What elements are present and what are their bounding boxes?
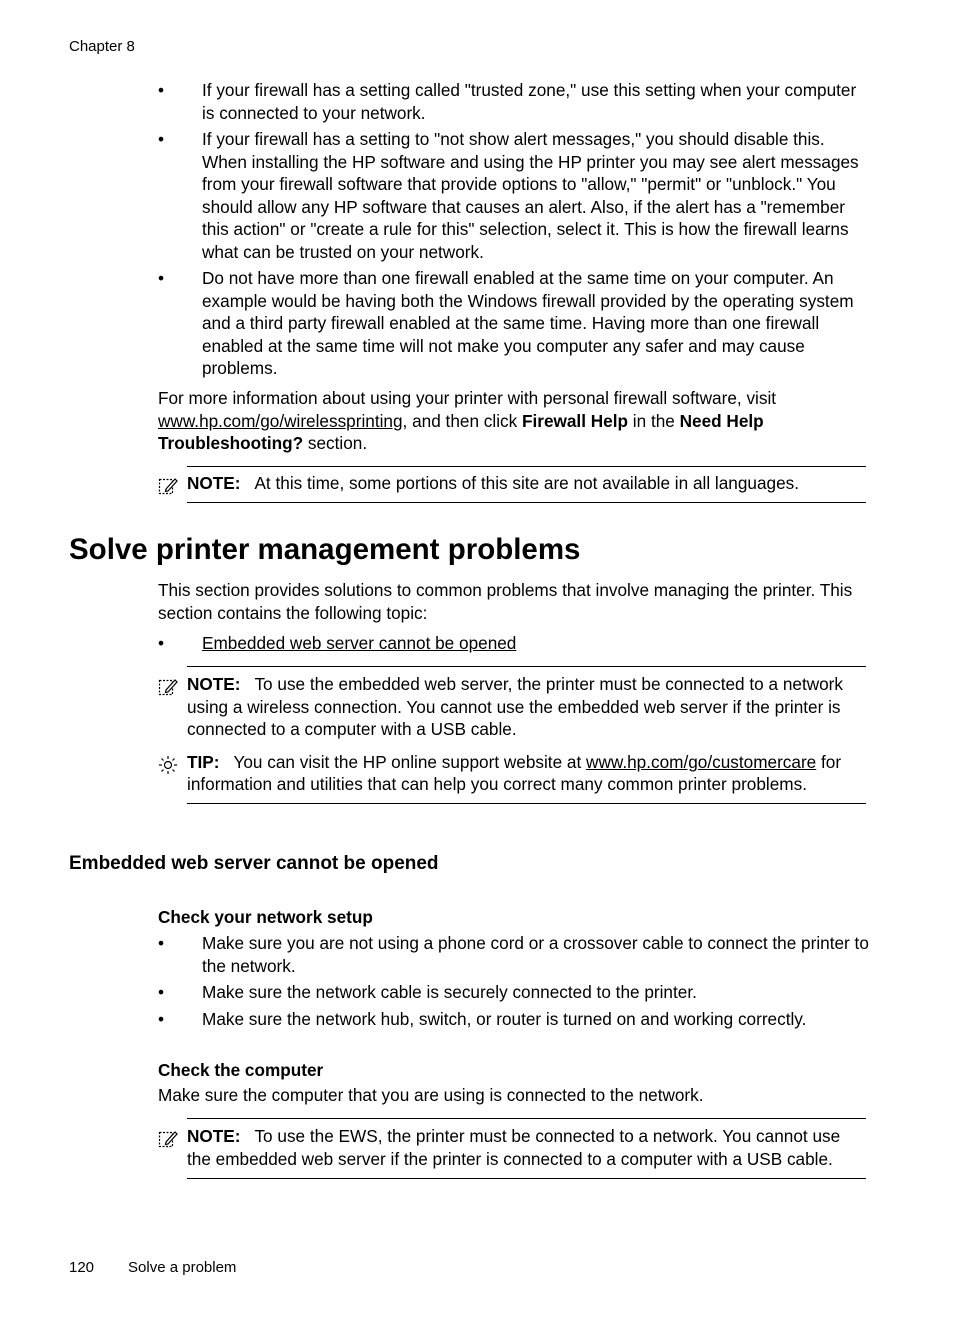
note-content bbox=[158, 1119, 866, 1178]
list-item bbox=[158, 981, 870, 1004]
note-label: NOTE: bbox=[187, 1126, 241, 1146]
bullet-marker: • bbox=[158, 268, 165, 288]
note-box bbox=[158, 1118, 866, 1179]
bullet-marker: • bbox=[158, 982, 165, 1002]
footer-title: Solve a problem bbox=[128, 1259, 237, 1276]
tip-content bbox=[158, 741, 866, 803]
note-content bbox=[158, 667, 866, 741]
bullet-marker: • bbox=[158, 933, 165, 953]
note-pencil-icon bbox=[158, 677, 178, 697]
list-item-text: Make sure the network cable is securely connected to the printer. bbox=[202, 982, 697, 1002]
list-item-text: Make sure the network hub, switch, or router is turned on and working correctly. bbox=[202, 1008, 807, 1029]
tip-label: TIP: bbox=[187, 751, 220, 772]
divider bbox=[187, 1178, 866, 1179]
note-tip-box bbox=[158, 666, 866, 804]
list-item bbox=[158, 128, 870, 263]
note-pencil-icon bbox=[158, 1129, 178, 1149]
firewall-more-info-paragraph bbox=[158, 387, 870, 455]
note-content bbox=[158, 467, 866, 502]
note-pencil-icon bbox=[158, 476, 178, 496]
list-item-text: If your firewall has a setting to "not show alert messages," you should disable this. When installing the HP software and using the HP printer you may see alert messages from your firewall software that provide options to "allow," "permit" or "unblock." You should allow any HP software that causes an alert. Also, if the alert has a "remember this action" or "create a rule for this" selection, select it. This is how the firewall learns what can be trusted on your network. bbox=[202, 129, 859, 262]
network-bullet-list bbox=[158, 932, 870, 1034]
bullet-marker: • bbox=[158, 1008, 165, 1029]
list-item bbox=[158, 1008, 870, 1031]
note-label: NOTE: bbox=[187, 674, 241, 694]
list-item-text: Do not have more than one firewall enabled at the same time on your computer. An example would be having both the Windows firewall provided by the operating system and a third party firewall enabled at the same time. Having more than one firewall enabled at the same time will not make you computer any safer and may cause problems. bbox=[202, 268, 854, 378]
subsection-title: Embedded web server cannot be opened bbox=[69, 853, 439, 874]
chapter-header: Chapter 8 bbox=[69, 38, 135, 55]
page-number: 120 bbox=[69, 1259, 95, 1276]
list-item bbox=[158, 267, 870, 380]
computer-text: Make sure the computer that you are using is connected to the network. bbox=[158, 1085, 704, 1105]
note-text: To use the embedded web server, the printer must be connected to a network using a wireless connection. You cannot use the embedded web server if the printer is connected to a computer with a USB cable. bbox=[187, 674, 844, 739]
note-text: At this time, some portions of this site are not available in all languages. bbox=[254, 473, 800, 493]
page-footer bbox=[69, 1257, 236, 1280]
bullet-marker: • bbox=[158, 633, 165, 653]
list-item-text: Make sure you are not using a phone cord or a crossover cable to connect the printer to the network. bbox=[202, 933, 869, 976]
more-info-text: in the bbox=[628, 410, 680, 431]
tip-text: for information and utilities that can help you correct many common printer problems. bbox=[187, 751, 842, 794]
section-title: Solve printer management problems bbox=[69, 533, 581, 566]
computer-heading: Check the computer bbox=[158, 1060, 324, 1080]
firewall-bullet-list bbox=[158, 79, 870, 384]
network-heading: Check your network setup bbox=[158, 907, 373, 927]
list-item bbox=[158, 632, 870, 655]
wirelessprinting-link[interactable]: www.hp.com/go/wirelessprinting bbox=[158, 410, 403, 431]
firewall-help-label: Firewall Help bbox=[521, 410, 629, 431]
topic-link-embedded-web-server[interactable]: Embedded web server cannot be opened bbox=[202, 633, 517, 653]
divider bbox=[187, 502, 866, 503]
topic-list bbox=[158, 632, 870, 659]
bullet-marker: • bbox=[158, 80, 165, 100]
divider bbox=[187, 803, 866, 804]
more-info-text: , and then click bbox=[402, 410, 522, 431]
customercare-link[interactable]: www.hp.com/go/customercare bbox=[586, 751, 817, 772]
list-item bbox=[158, 79, 870, 124]
note-box bbox=[158, 466, 866, 503]
note-text: To use the EWS, the printer must be connected to a network. You cannot use the embedded web server if the printer is connected to a computer with a USB cable. bbox=[187, 1126, 841, 1169]
note-label: NOTE: bbox=[187, 473, 241, 493]
more-info-text: section. bbox=[303, 433, 368, 453]
bullet-marker: • bbox=[158, 129, 165, 149]
lightbulb-icon bbox=[158, 755, 178, 775]
tip-text: You can visit the HP online support website at bbox=[233, 751, 587, 772]
list-item bbox=[158, 932, 870, 977]
section-intro: This section provides solutions to common problems that involve managing the printer. This section contains the following topic: bbox=[158, 580, 853, 623]
need-help-label: Need Help Troubleshooting? bbox=[158, 410, 764, 453]
list-item-text: If your firewall has a setting called "trusted zone," use this setting when your computer is connected to your network. bbox=[202, 80, 857, 123]
more-info-text: For more information about using your printer with personal firewall software, visit bbox=[158, 388, 777, 408]
